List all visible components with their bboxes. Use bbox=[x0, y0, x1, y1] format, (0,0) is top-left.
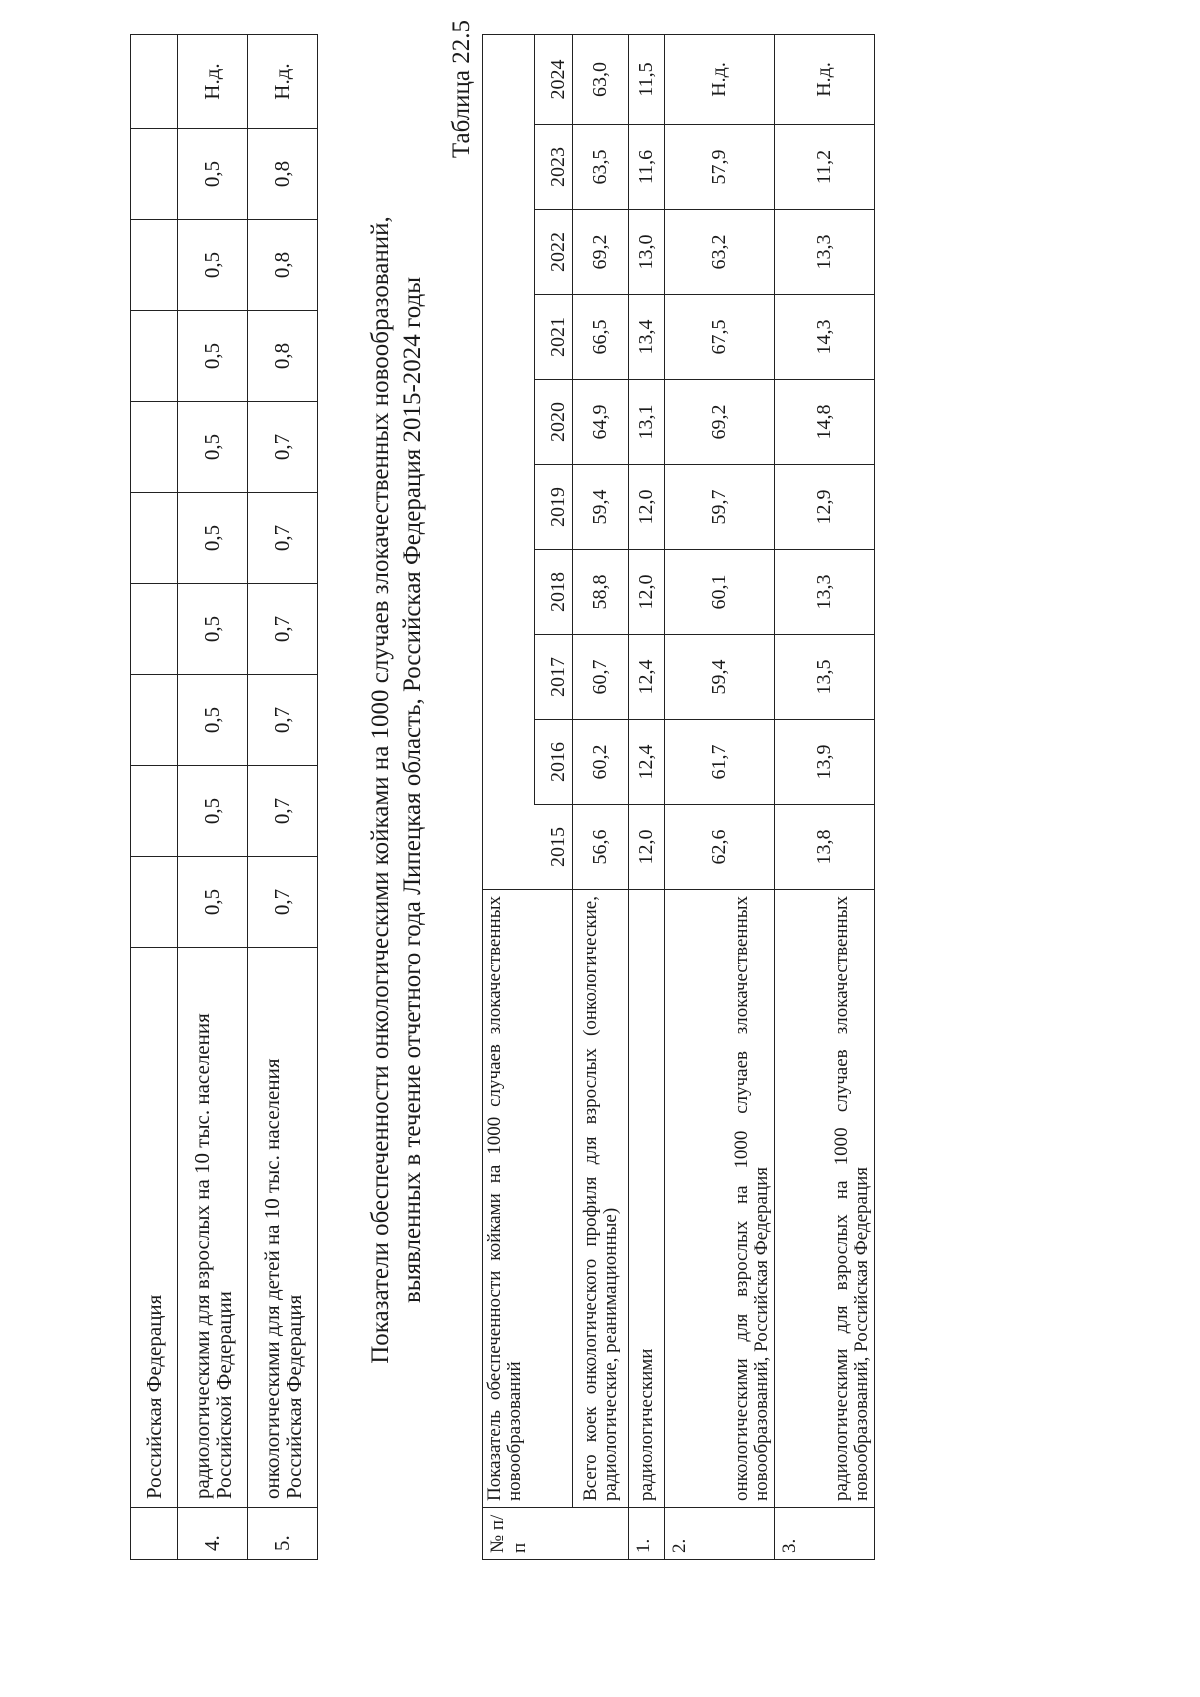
value-cell: 0,5 bbox=[178, 857, 248, 948]
year-header: 2022 bbox=[535, 210, 573, 295]
value-cell: 0,5 bbox=[178, 675, 248, 766]
value-cell: 11,5 bbox=[629, 34, 665, 124]
upper-row-0 bbox=[131, 35, 178, 1560]
header-years-group bbox=[483, 34, 535, 889]
value-cell: 0,7 bbox=[248, 857, 318, 948]
value-cell: 11,2 bbox=[775, 125, 875, 210]
value-cell: 0,5 bbox=[178, 220, 248, 311]
value-cell: 0,5 bbox=[178, 311, 248, 402]
table-title bbox=[365, 120, 429, 1460]
value-cell: 69,2 bbox=[665, 380, 775, 465]
rotated-page-content bbox=[130, 20, 1130, 1560]
indicator-label: Российская Федерация bbox=[131, 948, 178, 1508]
value-cell: 12,0 bbox=[629, 805, 665, 890]
header-row-1 bbox=[483, 34, 535, 1559]
value-cell: 0,5 bbox=[178, 493, 248, 584]
row-number bbox=[131, 1508, 178, 1560]
value-cell bbox=[131, 220, 178, 311]
value-cell: Н.д. bbox=[665, 34, 775, 124]
upper-row-1 bbox=[178, 35, 248, 1560]
header-number: № п/п bbox=[483, 1508, 629, 1560]
year-header: 2018 bbox=[535, 550, 573, 635]
header-indicator: Показатель обеспеченности койками на 1000 случаев злокачественных новообразований bbox=[483, 890, 573, 1508]
indicator-label: радиологическими для взрослых на 1000 случаев злокачественных новообразований, Российская Федерация bbox=[775, 890, 875, 1508]
value-cell: 63,0 bbox=[573, 34, 629, 124]
value-cell bbox=[131, 402, 178, 493]
value-cell: 63,5 bbox=[573, 125, 629, 210]
indicator-label: Всего коек онкологического профиля для взрослых (онкологические, радиологические, реанимационные) bbox=[573, 890, 629, 1508]
upper-row-2 bbox=[248, 35, 318, 1560]
value-cell: 59,7 bbox=[665, 465, 775, 550]
value-cell: 59,4 bbox=[665, 635, 775, 720]
data-row-total bbox=[573, 34, 629, 1559]
value-cell: 0,8 bbox=[248, 220, 318, 311]
row-number: 4. bbox=[178, 1508, 248, 1560]
title-line-2: выявленных в течение отчетного года Липецкая область, Российская Федерация 2015-2024 годы bbox=[399, 277, 426, 1304]
indicator-label: радиологическими bbox=[629, 890, 665, 1508]
value-cell: 13,3 bbox=[775, 550, 875, 635]
value-cell: 0,5 bbox=[178, 129, 248, 220]
value-cell: 13,8 bbox=[775, 805, 875, 890]
value-cell: 13,4 bbox=[629, 295, 665, 380]
value-cell: 12,4 bbox=[629, 720, 665, 805]
value-cell: 12,0 bbox=[629, 550, 665, 635]
value-cell: 12,4 bbox=[629, 635, 665, 720]
value-cell: 11,6 bbox=[629, 125, 665, 210]
value-cell: 13,9 bbox=[775, 720, 875, 805]
value-cell bbox=[131, 129, 178, 220]
value-cell bbox=[131, 675, 178, 766]
value-cell bbox=[131, 766, 178, 857]
value-cell: 0,5 bbox=[178, 766, 248, 857]
value-cell: Н.д. bbox=[248, 35, 318, 129]
upper-table-body bbox=[131, 35, 318, 1560]
value-cell: 12,9 bbox=[775, 465, 875, 550]
data-row-2 bbox=[665, 34, 775, 1559]
value-cell: 58,8 bbox=[573, 550, 629, 635]
year-header: 2017 bbox=[535, 635, 573, 720]
value-cell: 0,8 bbox=[248, 129, 318, 220]
data-row-3 bbox=[775, 34, 875, 1559]
year-header: 2021 bbox=[535, 295, 573, 380]
value-cell: 60,1 bbox=[665, 550, 775, 635]
value-cell: 0,7 bbox=[248, 675, 318, 766]
indicator-label: онкологическими для взрослых на 1000 случаев злокачественных новообразований, Российская Федерация bbox=[665, 890, 775, 1508]
value-cell bbox=[131, 493, 178, 584]
main-table bbox=[482, 34, 875, 1560]
row-number: 2. bbox=[665, 1508, 775, 1560]
value-cell: 66,5 bbox=[573, 295, 629, 380]
value-cell: 60,7 bbox=[573, 635, 629, 720]
value-cell: 0,7 bbox=[248, 766, 318, 857]
value-cell: 13,3 bbox=[775, 210, 875, 295]
value-cell bbox=[131, 35, 178, 129]
value-cell: 0,8 bbox=[248, 311, 318, 402]
value-cell bbox=[131, 857, 178, 948]
value-cell: 59,4 bbox=[573, 465, 629, 550]
value-cell: 0,7 bbox=[248, 584, 318, 675]
value-cell: 13,5 bbox=[775, 635, 875, 720]
data-row-1 bbox=[629, 34, 665, 1559]
year-header: 2015 bbox=[535, 805, 573, 890]
value-cell: 61,7 bbox=[665, 720, 775, 805]
value-cell: 13,0 bbox=[629, 210, 665, 295]
value-cell: 62,6 bbox=[665, 805, 775, 890]
row-number: 1. bbox=[629, 1508, 665, 1560]
indicator-label: онкологическими для детей на 10 тыс. населения Российская Федерация bbox=[248, 948, 318, 1508]
value-cell: 64,9 bbox=[573, 380, 629, 465]
year-header: 2020 bbox=[535, 380, 573, 465]
table-caption: Таблица 22.5 bbox=[448, 20, 475, 159]
value-cell: 13,1 bbox=[629, 380, 665, 465]
value-cell: 14,3 bbox=[775, 295, 875, 380]
value-cell: 60,2 bbox=[573, 720, 629, 805]
value-cell: 67,5 bbox=[665, 295, 775, 380]
upper-table-fragment bbox=[130, 34, 318, 1560]
value-cell: 63,2 bbox=[665, 210, 775, 295]
value-cell: 0,7 bbox=[248, 493, 318, 584]
value-cell: 14,8 bbox=[775, 380, 875, 465]
value-cell: 57,9 bbox=[665, 125, 775, 210]
value-cell bbox=[131, 584, 178, 675]
value-cell: Н.д. bbox=[178, 35, 248, 129]
title-line-1: Показатели обеспеченности онкологическими койками на 1000 случаев злокачественных новообразований, bbox=[367, 216, 394, 1364]
year-header: 2016 bbox=[535, 720, 573, 805]
value-cell: 69,2 bbox=[573, 210, 629, 295]
value-cell: 0,7 bbox=[248, 402, 318, 493]
year-header: 2024 bbox=[535, 34, 573, 124]
year-header: 2023 bbox=[535, 125, 573, 210]
value-cell bbox=[131, 311, 178, 402]
row-number: 5. bbox=[248, 1508, 318, 1560]
value-cell: 0,5 bbox=[178, 402, 248, 493]
row-number: 3. bbox=[775, 1508, 875, 1560]
value-cell: 56,6 bbox=[573, 805, 629, 890]
value-cell: 12,0 bbox=[629, 465, 665, 550]
year-header: 2019 bbox=[535, 465, 573, 550]
indicator-label: радиологическими для взрослых на 10 тыс. населения Российской Федерации bbox=[178, 948, 248, 1508]
value-cell: Н.д. bbox=[775, 34, 875, 124]
value-cell: 0,5 bbox=[178, 584, 248, 675]
